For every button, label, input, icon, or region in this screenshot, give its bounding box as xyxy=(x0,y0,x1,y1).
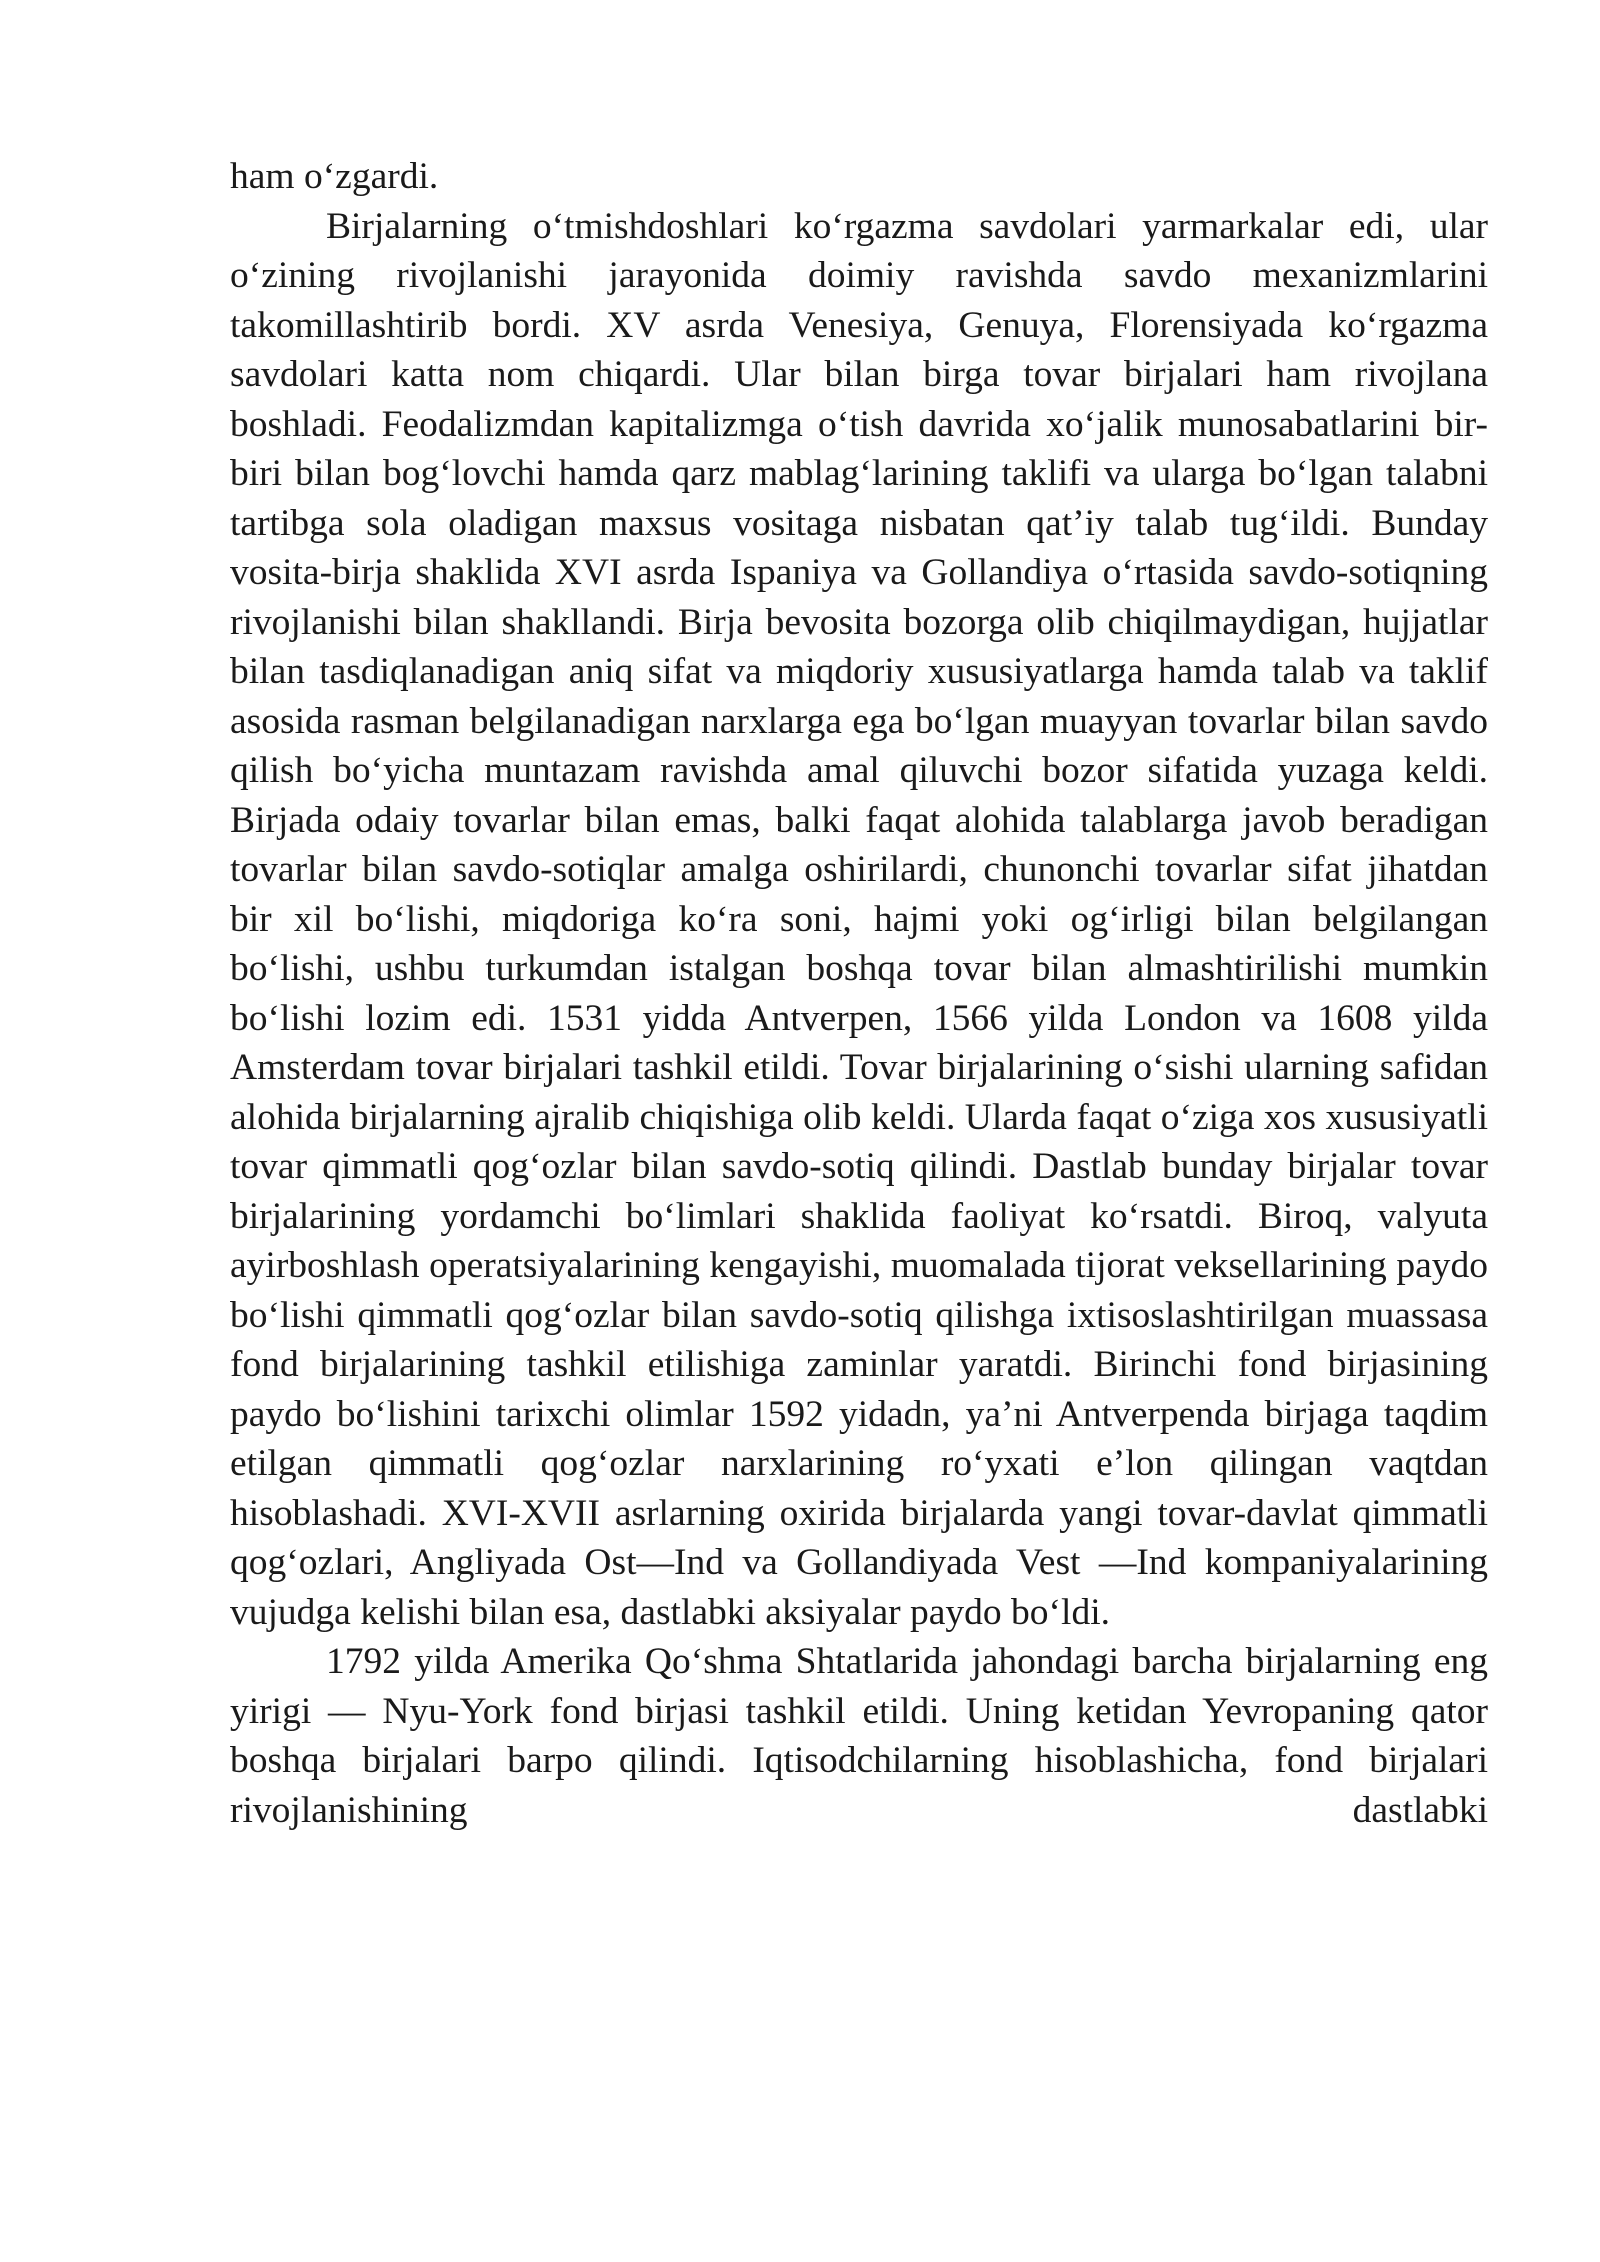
paragraph-nyse: 1792 yilda Amerika Qo‘shma Shtatlarida jahondagi barcha birjalarning eng yirigi — Nyu-York fond birjasi tashkil etildi. Uning ketidan Yevropaning qator boshqa birjalari barpo qilindi. Iqtisodchilarning hisoblashicha, fond birjalari rivojlanishining dastlabki xyxy=(230,1641,1488,1831)
paragraph-birja-history: Birjalarning o‘tmishdoshlari ko‘rgazma savdolari yarmarkalar edi, ular o‘zining rivojlanishi jarayonida doimiy ravishda savdo mexanizmlarini takomillashtirib bordi. XV asrda Venesiya, Genuya, Florensiyada ko‘rgazma savdolari katta nom chiqardi. Ular bilan birga tovar birjalari ham rivojlana boshladi. Feodalizmdan kapitalizmga o‘tish davrida xo‘jalik munosabatlarini bir-biri bilan bog‘lovchi hamda qarz mablag‘larining taklifi va ularga bo‘lgan talabni tartibga sola oladigan maxsus vositaga nisbatan qat’iy talab tug‘ildi. Bunday vosita-birja shaklida XVI asrda Ispaniya va Gollandiya o‘rtasida savdo-sotiqning rivojlanishi bilan shakllandi. Birja bevosita bozorga olib chiqilmaydigan, hujjatlar bilan tasdiqlanadigan aniq sifat va miqdoriy xususiyatlarga hamda talab va taklif asosida rasman belgilanadigan narxlarga ega bo‘lgan muayyan tovarlar bilan savdo qilish bo‘yicha muntazam ravishda amal qiluvchi bozor sifatida yuzaga keldi. Birjada odaiy tovarlar bilan emas, balki faqat alohida talablarga javob beradigan tovarlar bilan savdo-sotiqlar amalga oshirilardi, chunonchi tovarlar sifat jihatdan bir xil bo‘lishi, miqdoriga ko‘ra soni, hajmi yoki og‘irligi bilan belgilangan bo‘lishi, ushbu turkumdan istalgan boshqa tovar bilan almashtirilishi mumkin bo‘lishi lozim edi. 1531 yidda Antverpen, 1566 yilda London va 1608 yilda Amsterdam tovar birjalari tashkil etildi. Tovar birjalarining o‘sishi ularning safidan alohida birjalarning ajralib chiqishiga olib keldi. Ularda faqat o‘ziga xos xususiyatli tovar qimmatli qog‘ozlar bilan savdo-sotiq qilindi. Dastlab bunday birjalar tovar birjalarining yordamchi bo‘limlari shaklida faoliyat ko‘rsatdi. Biroq, valyuta ayirboshlash operatsiyalarining kengayishi, muomalada tijorat veksellarining paydo bo‘lishi qimmatli qog‘ozlar bilan savdo-sotiq qilishga ixtisoslashtirilgan muassasa fond birjalarining tashkil etilishiga zaminlar yaratdi. Birinchi fond birjasining paydo bo‘lishini tarixchi olimlar 1592 yidadn, ya’ni Antverpenda birjaga taqdim etilgan qimmatli qog‘ozlar narxlarining ro‘yxati e’lon qilingan vaqtdan hisoblashadi. XVI-XVII asrlarning oxirida birjalarda yangi tovar-davlat qimmatli qog‘ozlari, Angliyada Ost—Ind va Gollandiyada Vest —Ind kompaniyalarining vujudga kelishi bilan esa, dastlabki aksiyalar paydo bo‘ldi. xyxy=(230,205,1488,1633)
document-page xyxy=(230,152,1488,1835)
paragraph-continuation: ham o‘zgardi. xyxy=(230,156,439,197)
